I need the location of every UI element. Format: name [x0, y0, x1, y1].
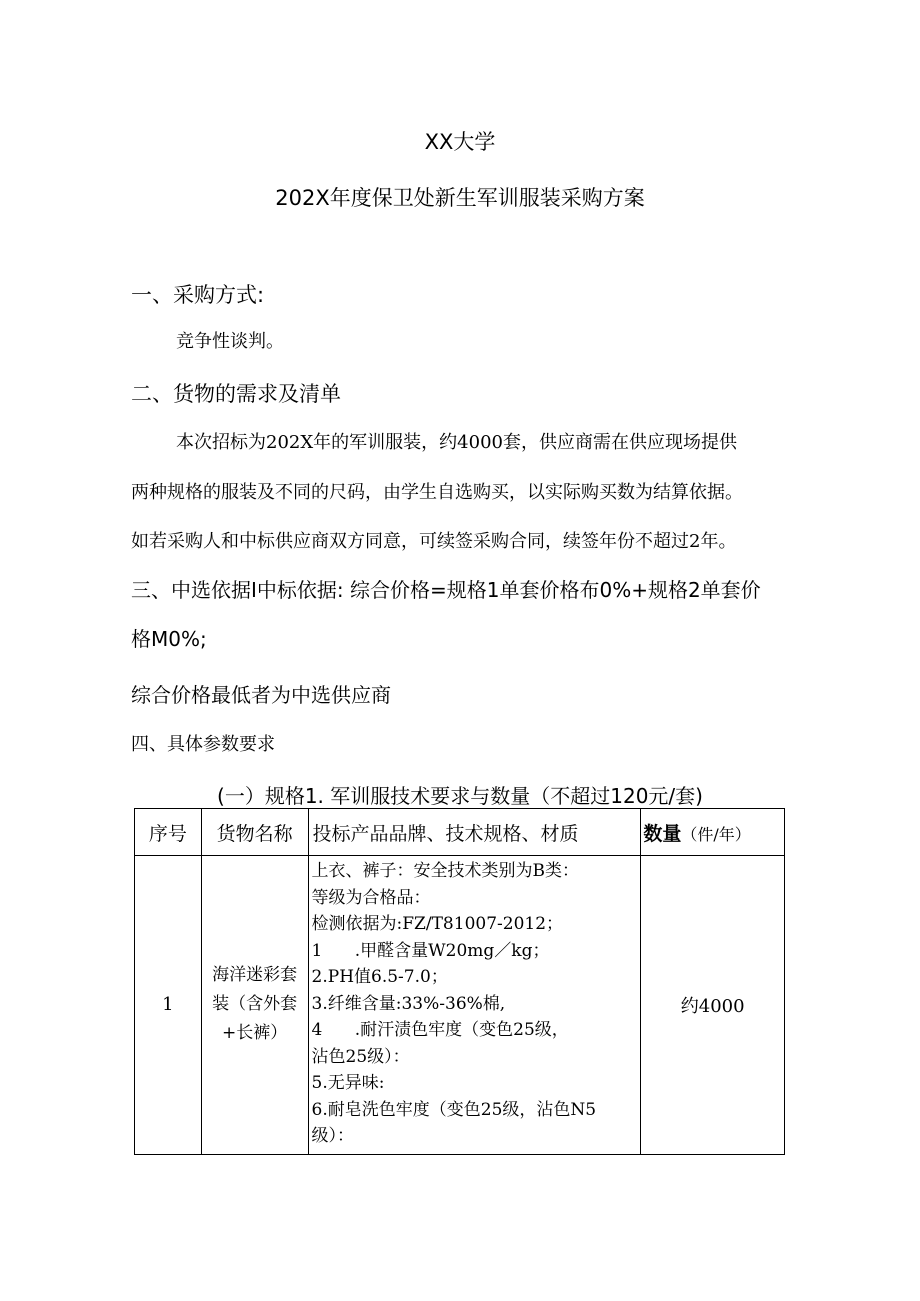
table-caption: (一）规格1. 军训服技术要求与数量（不超过120元/套)	[217, 784, 703, 808]
spec-line: 1 .甲醛含量W20mg／kg；	[311, 940, 550, 961]
section3-heading-line1: 三、中选依据I中标依据: 综合价格=规格1单套价格布0%+规格2单套价	[131, 578, 761, 602]
table-header-row	[135, 809, 785, 856]
header-qty-unit: （件/年）	[681, 824, 751, 844]
row-name	[201, 856, 308, 1155]
row-name-line: 装（含外套	[212, 994, 298, 1015]
document-title-line2: 202X年度保卫处新生军训服装采购方案	[275, 186, 645, 210]
section3-body: 综合价格最低者为中选供应商	[131, 683, 391, 707]
header-name: 货物名称	[201, 809, 308, 856]
spec-table	[134, 808, 785, 1155]
table-row	[135, 856, 785, 1155]
header-qty	[641, 809, 785, 856]
section1-heading: 一、采购方式:	[131, 283, 265, 307]
spec-line: 检测依据为:FZ/T81007-2012；	[311, 914, 564, 934]
header-spec: 投标产品品牌、技术规格、材质	[308, 809, 641, 856]
row-name-line: 海洋迷彩套	[212, 965, 298, 986]
row-qty: 约4000	[641, 856, 785, 1155]
section2-heading: 二、货物的需求及清单	[131, 382, 341, 406]
spec-line: 沾色25级）：	[311, 1046, 410, 1067]
header-no: 序号	[135, 809, 202, 856]
section1-body: 竞争性谈判。	[176, 331, 284, 352]
document-title-line1: XX大学	[424, 130, 496, 154]
section3-heading-line2: 格M0%;	[131, 627, 207, 651]
section2-body-line2: 两种规格的服装及不同的尺码，由学生自选购买，以实际购买数为结算依据。	[131, 482, 743, 503]
section2-body-line1: 本次招标为202X年的军训服装，约4000套，供应商需在供应现场提供	[176, 432, 737, 453]
row-spec	[308, 856, 641, 1155]
spec-line: 6.耐皂洗色牢度（变色25级，沾色N5	[311, 1099, 597, 1120]
spec-line: 2.PH值6.5-7.0；	[311, 967, 448, 987]
spec-line: 5.无异味:	[311, 1073, 385, 1093]
spec-line: 4 .耐汗渍色牢度（变色25级，	[311, 1020, 569, 1040]
row-no: 1	[135, 856, 202, 1155]
section4-heading: 四、具体参数要求	[131, 734, 275, 755]
spec-line: 等级为合格品：	[311, 887, 431, 908]
row-name-line: +长裤）	[222, 1023, 288, 1044]
spec-line: 级）：	[311, 1126, 355, 1146]
header-qty-label: 数量	[643, 822, 682, 845]
spec-line: 3.纤维含量:33%-36%棉,	[311, 993, 506, 1014]
spec-line: 上衣、裤子：安全技术类别为B类：	[311, 861, 580, 881]
section2-body-line3: 如若采购人和中标供应商双方同意，可续签采购合同，续签年份不超过2年。	[131, 531, 737, 552]
